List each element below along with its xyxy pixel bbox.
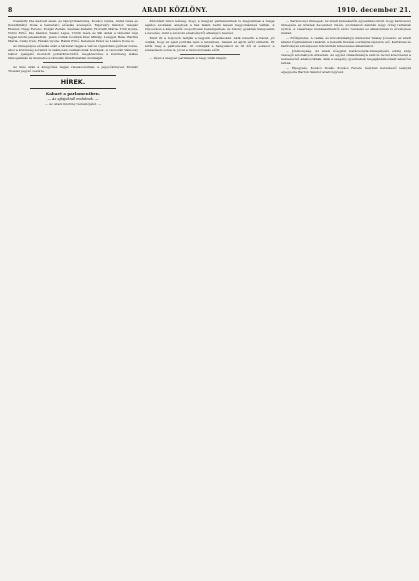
paragraph: Az ülés után a közgyűlés tagjai visszavonultak, a jegyzőkönyvet Molnár Tivadar jegyző vezette. xyxy=(8,64,138,73)
section-rule xyxy=(30,88,116,89)
paragraph: Kétoldalt nincs kétség, hogy a magyar parlamentnek is megvannak a maga sajátos szokásai, amelyek a ház falain belül lassan hagyománnyá váltak. A folyosókon a képviselők csoportosan beszélgetnek, és bizony gyakran hangosabb a nevetés, mint a szónoki emelvényről elhangzó beszéd. xyxy=(144,19,275,36)
column-left xyxy=(8,19,138,577)
page-header xyxy=(8,4,411,17)
paragraph: Csanádfy Ida kedvelt ének- és táncprimadonna, Kovács Gyula, Antal Géza és Szentkirályi Ilona a bemutató előadás szereplői. Fejérváry Sándor, Gáspár Elemér, Nagy Ferenc, Polgár Zoltán, Szénási Katalin, Horváth Mária, Tóth Gyula, Vörös Ernő, Kis Sándor, Szabó Lajos, Török Géza és Pál Antal a társulat régi tagjai közül jeleskedtek. Jelen voltak továbbá Kiss Mihály, Lengyel Béla, Bartha Mária, Csiky Irén, Fábián Gyula, Halmi Ernő, Kelemen Péter és Lukács Ilona is. xyxy=(8,19,138,44)
article-byline: — Az Aradi Közlöny tudósítójától. — xyxy=(44,101,102,106)
section-rule xyxy=(30,75,116,76)
issue-date: 1910. december 21. xyxy=(337,6,411,14)
paragraph: — Előléptetés. A vallás- és közoktatásügyi miniszter Szalay Józsefet, az aradi állami főgimnázium tanárát, a hetedik fizetési osztályba léptette elő. Kartársai és tanítványai szívélyesen üdvözölték kinevezése alkalmából. xyxy=(281,36,411,49)
section-title: HÍREK. xyxy=(60,77,86,86)
page-number: 8 xyxy=(8,6,13,14)
separator-rule xyxy=(180,54,240,55)
newspaper-title: ARADI KÖZLÖNY. xyxy=(142,6,208,14)
paragraph: Mert itt a folyosón tartják a legjobb előadásokat. Akik ismerik a házat, jól tudják, hogy az igazi politika nem a teremben, hanem az ajtók előtt születik. Itt kötik meg a paktumokat, itt csinálják a hangulatot és itt dől el sokszor a szavazások sorsa is, jóval a névsorolvasás előtt. xyxy=(144,36,275,53)
paragraph: Az ünnepélyes előadás után a társulat tagjai a városi vigadóban gyűltek össze, ahol a közönség soraiból is számosan csatlakoztak hozzájuk. A vacsorán Vámossy Gábor igazgató mondott pohárköszöntőt, megköszönve a közönség lelkes támogatását és kiemelve a társulat fáradhatatlan munkáját. xyxy=(8,44,138,61)
article-title: Kabaré a parlamentben. xyxy=(45,90,101,96)
paragraph: — Jótékonyság. Az aradi nőegylet karácsonyfa-ünnepélyére eddig szép összegű adományok érkeztek. Az egylet választmánya ezúton mond köszönetet a nemesszívű adakozóknak, akik a szegény gyermekek megajándékozását lehetővé tették. xyxy=(281,49,411,66)
column-right xyxy=(281,19,411,577)
article-columns xyxy=(8,19,411,577)
separator-rule xyxy=(43,62,103,63)
paragraph: — Ilyen a magyar parlament a nagy viták idején. xyxy=(149,56,227,61)
paragraph: — Karácsonyi ünnepek. Az aradi kereskedők egyesülete közli, hogy karácsony ünnepére az üzletek december 24-én, szombaton délután négy óráig tartanak nyitva. A vasárnapi munkaszünetről szóló rendelet ez alkalommal is érvényben marad. xyxy=(281,19,411,36)
column-middle xyxy=(145,19,275,577)
paragraph: — Eljegyzés. Kovács Ilonát, Kovács Ferenc helybeli kereskedő leányát eljegyezte Bartók Sándor aradi ügyvéd. xyxy=(281,66,411,75)
article-subtitle: — Az ajtajuknál mulatnak. — xyxy=(47,96,99,101)
